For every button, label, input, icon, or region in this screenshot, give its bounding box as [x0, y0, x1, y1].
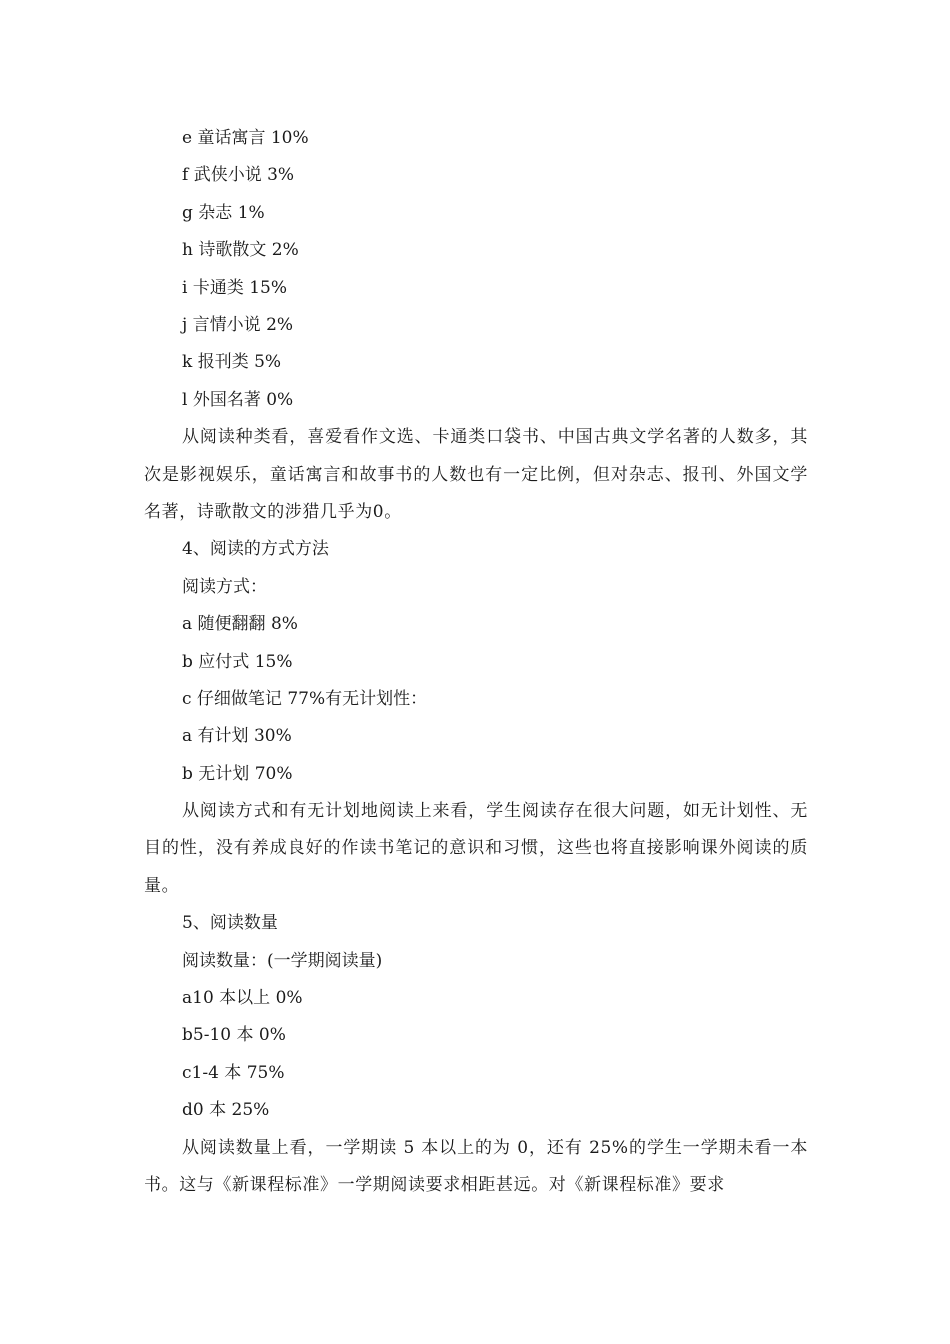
list-item: k 报刊类 5%	[182, 352, 282, 373]
section-heading: 5、阅读数量	[182, 913, 278, 934]
paragraph-reading-quantity: 从阅读数量上看，一学期读 5 本以上的为 0，还有 25%的学生一学期未看一本书。这与《新课程标准》一学期阅读要求相距甚远。对《新课程标准》要求	[144, 1137, 808, 1196]
list-item: b 无计划 70%	[182, 763, 293, 784]
list-item: g 杂志 1%	[182, 202, 265, 223]
list-item: b5-10 本 0%	[182, 1025, 286, 1046]
list-item: a 随便翻翻 8%	[182, 614, 298, 635]
list-item: c 仔细做笔记 77%有无计划性：	[182, 688, 428, 709]
paragraph-reading-methods: 从阅读方式和有无计划地阅读上来看，学生阅读存在很大问题，如无计划性、无目的性，没有养成良好的作读书笔记的意识和习惯，这些也将直接影响课外阅读的质量。	[144, 801, 808, 896]
list-item: d0 本 25%	[182, 1100, 270, 1121]
list-item: l 外国名著 0%	[182, 389, 294, 410]
document-body	[144, 120, 808, 1204]
list-item: e 童话寓言 10%	[182, 128, 309, 148]
section-heading: 4、阅读的方式方法	[182, 539, 329, 560]
list-item: b 应付式 15%	[182, 651, 293, 672]
list-item: j 言情小说 2%	[182, 314, 294, 335]
list-item: a 有计划 30%	[182, 726, 292, 747]
list-item: i 卡通类 15%	[182, 277, 288, 298]
subsection-label: 阅读方式：	[182, 576, 267, 597]
list-item: h 诗歌散文 2%	[182, 240, 299, 261]
paragraph-reading-types: 从阅读种类看，喜爱看作文选、卡通类口袋书、中国古典文学名著的人数多，其次是影视娱乐，童话寓言和故事书的人数也有一定比例，但对杂志、报刊、外国文学名著，诗歌散文的涉猎几乎为0。	[144, 427, 808, 522]
list-item: a10 本以上 0%	[182, 988, 303, 1009]
list-item: f 武侠小说 3%	[182, 165, 295, 186]
list-item: c1-4 本 75%	[182, 1062, 285, 1083]
subsection-label: 阅读数量：(一学期阅读量)	[182, 950, 383, 971]
